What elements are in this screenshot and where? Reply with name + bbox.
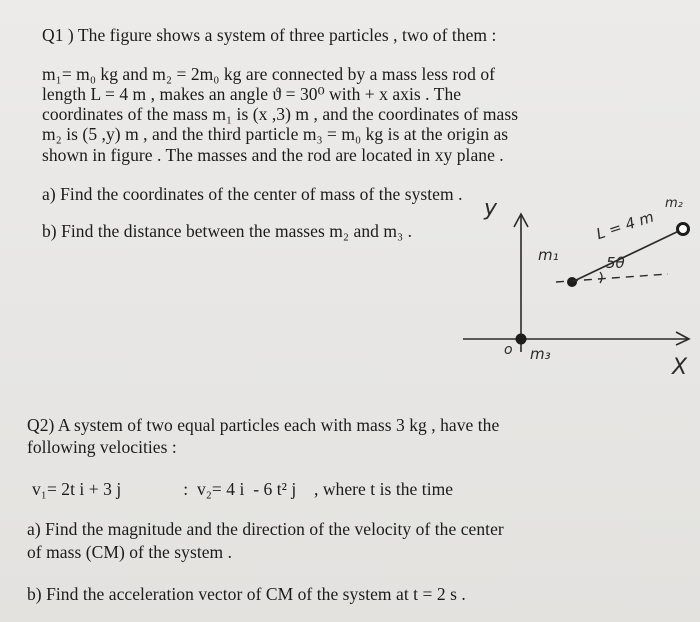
angle-label: 5θ xyxy=(606,254,625,272)
origin-label: o xyxy=(504,342,513,358)
q1-line-3: coordinates of the mass m₁ is (x ,3) m , and the coordinates of mass xyxy=(42,104,519,124)
m2-label: m₂ xyxy=(665,196,683,211)
y-axis-label: y xyxy=(484,196,498,221)
angle-arc xyxy=(600,272,602,283)
m1-label: m₁ xyxy=(538,246,559,264)
m3-label: m₃ xyxy=(530,345,551,363)
q1-part-b: b) Find the distance between the masses m₂ and m₃ . xyxy=(42,221,413,241)
q1-line-1: m₁= m₀ kg and m₂ = 2m₀ kg are connected by a mass less rod of xyxy=(42,64,495,84)
q1-line-5: shown in figure . The masses and the rod are located in xy plane . xyxy=(42,145,504,165)
q2-line-2: following velocities : xyxy=(27,437,177,457)
q2-velocities: v₁= 2t i + 3 j : v₂= 4 i - 6 t² j , where t is the time xyxy=(32,479,454,499)
q2-part-a-line-1: a) Find the magnitude and the direction of the velocity of the center xyxy=(27,519,504,539)
m3-particle xyxy=(516,334,527,345)
rod xyxy=(572,229,683,282)
q2-part-a-line-2: of mass (CM) of the system . xyxy=(27,542,233,562)
q1-header: Q1 ) The figure shows a system of three particles , two of them : xyxy=(42,25,497,45)
q1-line-4: m₂ is (5 ,y) m , and the third particle m₃ = m₀ kg is at the origin as xyxy=(42,124,509,144)
q2-header: Q2) A system of two equal particles each with mass 3 kg , have the xyxy=(27,415,500,435)
rod-length-label: L = 4 m xyxy=(594,207,657,244)
q1-part-a: a) Find the coordinates of the center of mass of the system . xyxy=(42,184,463,204)
q1-line-2: length L = 4 m , makes an angle ϑ = 30⁰ with + x axis . The xyxy=(42,84,462,104)
m1-particle xyxy=(567,277,577,287)
x-axis-label: X xyxy=(672,355,688,380)
m2-particle xyxy=(678,224,689,235)
q2-part-b: b) Find the acceleration vector of CM of the system at t = 2 s . xyxy=(27,584,466,604)
